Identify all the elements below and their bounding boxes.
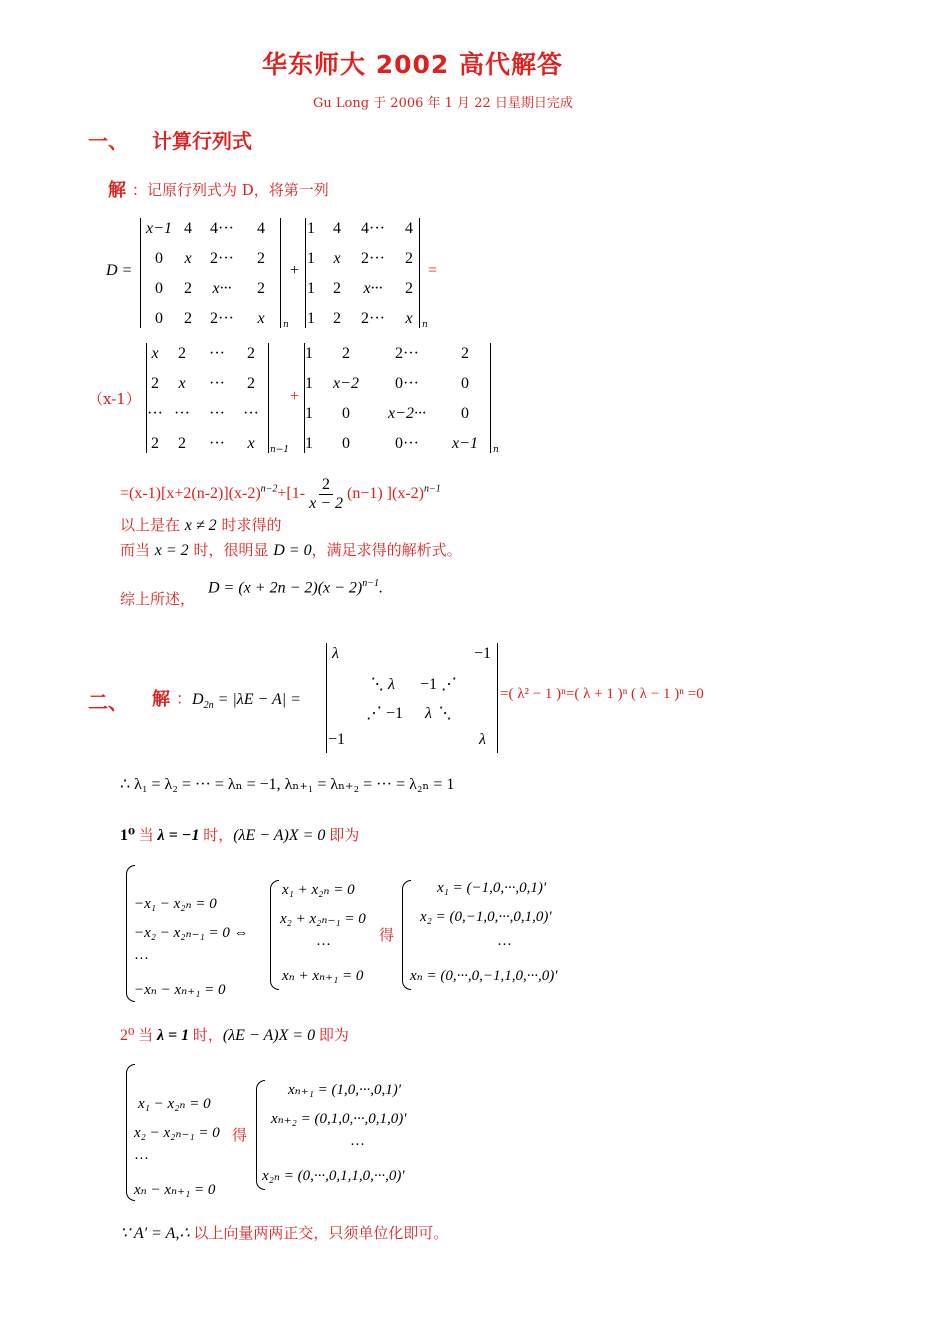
matrix-c-cell-2-0: ··· bbox=[147, 405, 163, 422]
det-b-right-bar bbox=[419, 218, 420, 328]
big-matrix-r2-left: ⋱ λ bbox=[368, 676, 395, 693]
solve-intro: ：记原行列式为 D，将第一列 bbox=[132, 181, 329, 199]
matrix-d-cell-0-1: 2 bbox=[342, 345, 350, 362]
matrix-b-cell-3-2: 2··· bbox=[361, 310, 385, 327]
case1-vecn: xₙ = (0,···,0,−1,1,0,···,0)′ bbox=[410, 968, 558, 984]
matrix-a-cell-1-2: 2··· bbox=[210, 250, 234, 267]
section2-number: 二、 bbox=[88, 690, 128, 714]
big-det-right-bar bbox=[497, 643, 498, 753]
case1-get-label: 得 bbox=[379, 926, 395, 944]
case2-vec-dots: ··· bbox=[350, 1137, 365, 1153]
big-matrix-r2-right: −1 ⋰ bbox=[420, 676, 458, 693]
matrix-a-cell-2-3: 2 bbox=[257, 280, 265, 297]
case2-left-eq2: x₂ − x₂ₙ₋₁ = 0 bbox=[134, 1125, 220, 1141]
x-minus-1-factor: （x-1） bbox=[88, 390, 141, 408]
section1-number: 一、 bbox=[88, 129, 128, 153]
case2-vec2: xₙ₊₂ = (0,1,0,···,0,1,0)′ bbox=[271, 1111, 407, 1127]
matrix-b-cell-0-1: 4 bbox=[333, 220, 341, 237]
matrix-b-cell-3-0: 1 bbox=[307, 310, 315, 327]
matrix-c-cell-0-1: 2 bbox=[178, 345, 186, 362]
case2-vec1: xₙ₊₁ = (1,0,···,0,1)′ bbox=[288, 1082, 402, 1098]
case1-mid-eq2: x₂ + x₂ₙ₋₁ = 0 bbox=[280, 911, 366, 927]
det-a-right-bar bbox=[280, 218, 281, 328]
det-c-right-bar bbox=[268, 343, 269, 453]
equals-sign-1: = bbox=[428, 262, 438, 279]
section1-heading: 计算行列式 bbox=[152, 129, 252, 153]
characteristic-polynomial: =( λ² − 1 )ⁿ=( λ + 1 )ⁿ ( λ − 1 )ⁿ =0 bbox=[500, 686, 704, 702]
det-c-subscript: n−1 bbox=[270, 445, 290, 455]
solve-label-1: 解 bbox=[108, 180, 126, 201]
case2-header: 2⁰ 当 λ = 1 时，(λE − A)X = 0 即为 bbox=[120, 1027, 349, 1044]
case1-mid-dots: ··· bbox=[316, 937, 331, 953]
matrix-d-cell-0-3: 2 bbox=[461, 345, 469, 362]
matrix-c-cell-0-3: 2 bbox=[247, 345, 255, 362]
case1-vec-dots: ··· bbox=[497, 937, 512, 953]
matrix-c-cell-2-2: ··· bbox=[209, 405, 225, 422]
eigenvalues-line: ∴ λ₁ = λ₂ = ··· = λₙ = −1, λₙ₊₁ = λₙ₊₂ = ··· = λ₂ₙ = 1 bbox=[120, 776, 455, 793]
case1-left-eq2: −x₂ − x₂ₙ₋₁ = 0 ⇔ bbox=[134, 925, 249, 941]
case2-left-eq1: x₁ − x₂ₙ = 0 bbox=[138, 1096, 211, 1112]
matrix-b-cell-3-3: x bbox=[405, 310, 413, 327]
matrix-b-cell-2-1: 2 bbox=[333, 280, 341, 297]
page-subtitle: Gu Long 于 2006 年 1 月 22 日星期日完成 bbox=[313, 96, 573, 111]
matrix-c-cell-3-3: x bbox=[247, 435, 255, 452]
note-special-case: 而当 x = 2 时，很明显 D = 0，满足求得的解析式。 bbox=[120, 541, 462, 559]
matrix-b-cell-3-1: 2 bbox=[333, 310, 341, 327]
plus-sign-1: + bbox=[290, 262, 300, 279]
matrix-a-cell-2-1: 2 bbox=[184, 280, 192, 297]
matrix-d-cell-3-2: 0··· bbox=[395, 435, 419, 452]
big-det-left-bar bbox=[326, 643, 327, 753]
case1-mid-eq3: xₙ + xₙ₊₁ = 0 bbox=[282, 968, 364, 984]
matrix-b bbox=[300, 220, 418, 328]
matrix-b-cell-1-1: x bbox=[333, 250, 341, 267]
matrix-c-cell-3-1: 2 bbox=[178, 435, 186, 452]
big-matrix-r1-left: λ bbox=[332, 645, 339, 662]
case1-brace-mid bbox=[270, 880, 279, 990]
solve-label-2: 解 bbox=[152, 689, 170, 710]
matrix-b-cell-1-0: 1 bbox=[307, 250, 315, 267]
big-matrix-r3-right: λ ⋱ bbox=[425, 705, 452, 722]
matrix-b-cell-0-2: 4··· bbox=[361, 220, 385, 237]
matrix-a-cell-1-3: 2 bbox=[257, 250, 265, 267]
matrix-b-cell-2-0: 1 bbox=[307, 280, 315, 297]
matrix-c-cell-0-2: ··· bbox=[209, 345, 225, 362]
matrix-c-cell-1-2: ··· bbox=[209, 375, 225, 392]
case1-mid-eq1: x₁ + x₂ₙ = 0 bbox=[282, 882, 355, 898]
matrix-d-cell-0-2: 2··· bbox=[395, 345, 419, 362]
matrix-d-cell-1-3: 0 bbox=[461, 375, 469, 392]
matrix-a-cell-0-2: 4··· bbox=[210, 220, 234, 237]
matrix-d-cell-2-1: 0 bbox=[342, 405, 350, 422]
matrix-a bbox=[142, 220, 278, 328]
case1-left-eq3: −xₙ − xₙ₊₁ = 0 bbox=[134, 982, 226, 998]
matrix-c-cell-3-0: 2 bbox=[151, 435, 159, 452]
case2-left-dots: ··· bbox=[134, 1151, 149, 1167]
case1-header: 1⁰ 当 λ = −1 时，(λE − A)X = 0 即为 bbox=[120, 827, 360, 844]
big-matrix-r3-left: ⋰ −1 bbox=[366, 705, 404, 722]
matrix-d-cell-0-0: 1 bbox=[305, 345, 313, 362]
plus-sign-2: + bbox=[290, 388, 300, 405]
case2-vecn: x₂ₙ = (0,···,0,1,1,0,···,0)′ bbox=[262, 1168, 405, 1184]
det-b-subscript: n bbox=[422, 320, 428, 330]
matrix-c-cell-2-3: ··· bbox=[243, 405, 259, 422]
big-matrix-r4-left: −1 bbox=[328, 731, 346, 748]
note-condition: 以上是在 x ≠ 2 时求得的 bbox=[120, 516, 282, 534]
big-matrix-r4-right: λ bbox=[479, 731, 486, 748]
case1-vec2: x₂ = (0,−1,0,···,0,1,0)′ bbox=[420, 909, 552, 925]
case2-get-label: 得 bbox=[232, 1126, 248, 1144]
summary-formula: $D = (x + 2n - 2)(x - 2)^{n-1}$. bbox=[208, 578, 384, 597]
matrix-a-cell-3-3: x bbox=[257, 310, 265, 327]
matrix-b-cell-1-2: 2··· bbox=[361, 250, 385, 267]
matrix-a-cell-3-1: 2 bbox=[184, 310, 192, 327]
matrix-d-cell-2-2: x−2··· bbox=[388, 405, 426, 422]
matrix-c-cell-3-2: ··· bbox=[209, 435, 225, 452]
summary-label: 综上所述， bbox=[120, 590, 196, 608]
matrix-d bbox=[298, 345, 488, 453]
matrix-d-cell-1-2: 0··· bbox=[395, 375, 419, 392]
matrix-c-cell-0-0: x bbox=[151, 345, 159, 362]
matrix-d-cell-1-1: x−2 bbox=[333, 375, 359, 392]
result-formula: $=(x-1)[x+2(n-2)](x-2)^{n-2}+[1-$ $\frac{2}{x - 2}$ (n−1) ]$(x-2)^{n-1}$ bbox=[120, 476, 441, 512]
matrix-a-cell-2-0: 0 bbox=[155, 280, 163, 297]
d2n-expression: ：$D_{2n} = |\lambda E - A|$ = bbox=[176, 691, 301, 712]
matrix-d-cell-2-0: 1 bbox=[305, 405, 313, 422]
matrix-d-cell-1-0: 1 bbox=[305, 375, 313, 392]
matrix-c-cell-1-0: 2 bbox=[151, 375, 159, 392]
det-d-right-bar bbox=[490, 343, 491, 453]
matrix-d-cell-3-0: 1 bbox=[305, 435, 313, 452]
matrix-b-cell-2-3: 2 bbox=[405, 280, 413, 297]
matrix-c bbox=[146, 345, 268, 453]
matrix-d-cell-3-3: x−1 bbox=[452, 435, 478, 452]
case2-left-eq3: xₙ − xₙ₊₁ = 0 bbox=[134, 1182, 216, 1198]
case1-vec1: x₁ = (−1,0,···,0,1)′ bbox=[437, 880, 547, 896]
matrix-a-cell-2-2: x··· bbox=[212, 280, 232, 297]
matrix-a-cell-1-0: 0 bbox=[155, 250, 163, 267]
det-a-left-bar bbox=[140, 218, 141, 328]
case1-left-eq1: −x₁ − x₂ₙ = 0 bbox=[134, 896, 217, 912]
matrix-a-cell-1-1: x bbox=[184, 250, 192, 267]
matrix-a-cell-0-1: 4 bbox=[184, 220, 192, 237]
case1-left-dots: ··· bbox=[134, 951, 149, 967]
det-a-subscript: n bbox=[283, 320, 289, 330]
big-matrix-r1-right: −1 bbox=[474, 645, 492, 662]
matrix-b-cell-0-0: 1 bbox=[307, 220, 315, 237]
matrix-a-cell-3-0: 0 bbox=[155, 310, 163, 327]
matrix-d-cell-3-1: 0 bbox=[342, 435, 350, 452]
matrix-a-cell-0-3: 4 bbox=[257, 220, 265, 237]
matrix-c-cell-2-1: ··· bbox=[174, 405, 190, 422]
matrix-b-cell-2-2: x··· bbox=[363, 280, 383, 297]
matrix-b-cell-1-3: 2 bbox=[405, 250, 413, 267]
matrix-a-cell-0-0: x−1 bbox=[146, 220, 172, 237]
d-equals-label: D = bbox=[106, 262, 133, 279]
matrix-d-cell-2-3: 0 bbox=[461, 405, 469, 422]
matrix-c-cell-1-1: x bbox=[178, 375, 186, 392]
det-d-subscript: n bbox=[493, 445, 499, 455]
final-conclusion: ∵ A′ = A,∴ 以上向量两两正交，只须单位化即可。 bbox=[120, 1225, 449, 1242]
matrix-a-cell-3-2: 2··· bbox=[210, 310, 234, 327]
page-title: 华东师大 2002 高代解答 bbox=[262, 50, 563, 79]
matrix-b-cell-0-3: 4 bbox=[405, 220, 413, 237]
matrix-c-cell-1-3: 2 bbox=[247, 375, 255, 392]
